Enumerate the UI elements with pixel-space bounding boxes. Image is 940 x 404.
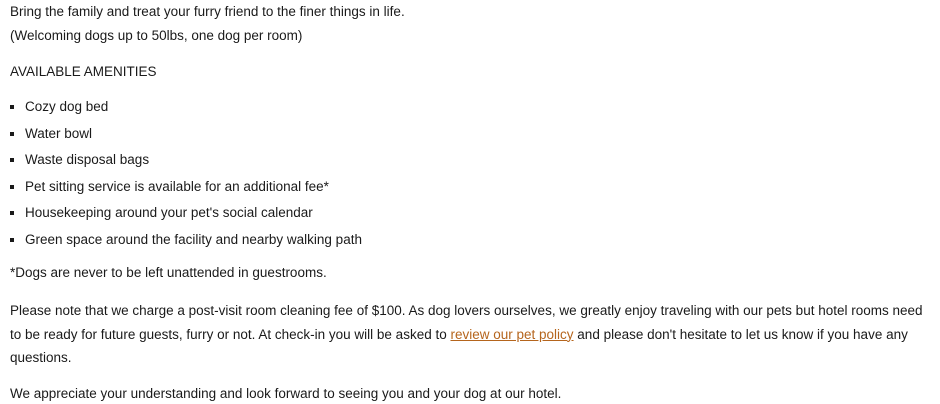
cleaning-note-text-before: Please note that we charge a post-visit room cleaning fee of $100. As dog lovers ourselves, we greatly enjoy traveling with our pets but hotel rooms need to be ready for future guests, furry or not. At check-in you will be asked to <box>10 303 923 342</box>
list-item <box>10 125 362 152</box>
list-item <box>10 178 362 205</box>
amenities-list <box>10 98 362 258</box>
square-bullet-icon <box>10 238 14 242</box>
footnote: *Dogs are never to be left unattended in guestrooms. <box>10 265 327 280</box>
list-item <box>10 204 362 231</box>
square-bullet-icon <box>10 211 14 215</box>
closing-statement: We appreciate your understanding and look forward to seeing you and your dog at our hotel. <box>10 386 562 401</box>
amenity-text: Pet sitting service is available for an additional fee* <box>25 178 329 194</box>
amenity-text: Waste disposal bags <box>25 152 150 168</box>
amenity-text: Housekeeping around your pet's social calendar <box>25 205 313 221</box>
square-bullet-icon <box>10 105 14 109</box>
amenity-text: Cozy dog bed <box>25 99 109 114</box>
intro-line-1: Bring the family and treat your furry friend to the finer things in life. <box>10 4 405 19</box>
amenities-heading: AVAILABLE AMENITIES <box>10 64 157 79</box>
cleaning-note-text-after: and please don't hesitate to let us know if you have any questions. <box>10 326 908 365</box>
list-item <box>10 231 362 258</box>
square-bullet-icon <box>10 158 14 162</box>
cleaning-fee-paragraph <box>10 299 935 370</box>
square-bullet-icon <box>10 185 14 189</box>
pet-policy-link[interactable]: review our pet policy <box>450 326 574 342</box>
amenity-text: Water bowl <box>25 125 93 141</box>
square-bullet-icon <box>10 132 14 136</box>
list-item <box>10 151 362 178</box>
amenity-text: Green space around the facility and nearby walking path <box>25 231 362 247</box>
list-item <box>10 98 362 125</box>
intro-line-2: (Welcoming dogs up to 50lbs, one dog per room) <box>10 28 303 43</box>
